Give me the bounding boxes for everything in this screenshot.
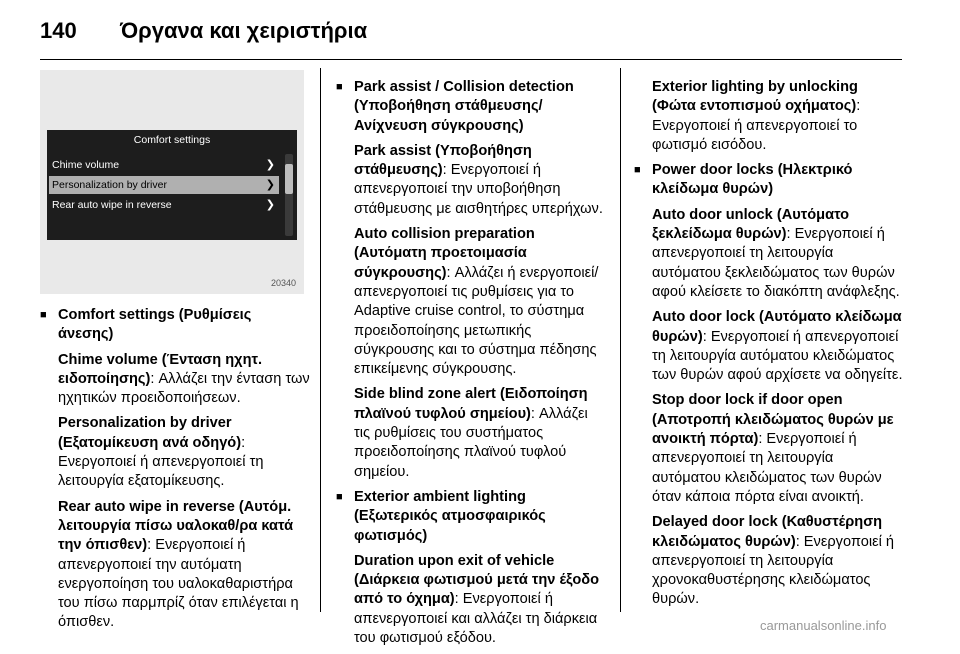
entry-auto-collision: Auto collision preparation (Αυτόματη προετοιμασία σύγκρουσης): Αλλάζει ή ενεργοποιεί/απενεργοποιεί τις ρυθμίσεις για το Adaptive cruise control, το σύστημα προειδοποίησης μετωπικής σύγκρουσης και το σύστημα πέδησης επικείμενης σύγκρουσης. [354, 226, 599, 378]
chevron-right-icon: ❯ [265, 179, 275, 191]
column-3 [634, 78, 904, 616]
entry-personalization: Personalization by driver (Εξατομίκευση ανά οδηγό): Ενεργοποιεί ή απενεργοποιεί τη λειτουργία εξατομίκευσης. [58, 415, 264, 490]
page-number: 140 [40, 18, 77, 43]
section-comfort-settings: ■ Comfort settings (Ρυθμίσεις άνεσης) [40, 306, 310, 345]
page-header [40, 18, 367, 48]
display-title: Comfort settings [133, 134, 211, 146]
column-1 [40, 306, 310, 639]
entry-side-blind-zone: Side blind zone alert (Ειδοποίηση πλαϊνού τυφλού σημείου): Αλλάζει τις ρυθμίσεις του συστήματος προειδοποίησης πλαϊνού τυφλού σημείου. [354, 386, 588, 480]
display-row-personalization: Personalization by driver ❯ [49, 176, 279, 194]
entry-stop-door-lock: Stop door lock if door open (Αποτροπή κλειδώματος θυρών με ανοικτή πόρτα): Ενεργοποιεί ή απενεργοποιεί τη λειτουργία αυτόματου κλειδώματος των θυρών όταν κάποια πόρτα είναι ανοικτή. [652, 392, 894, 505]
column-2 [336, 78, 606, 654]
chevron-right-icon: ❯ [265, 199, 275, 211]
page-title: Όργανα και χειριστήρια [120, 18, 368, 43]
chevron-right-icon: ❯ [265, 159, 275, 171]
figure-id: 20340 [270, 278, 296, 288]
screen-figure [40, 70, 304, 294]
column-divider [620, 68, 621, 612]
section-power-door-locks: ■ Power door locks (Ηλεκτρικό κλείδωμα θυρών) [634, 161, 904, 200]
footer-watermark: carmanualsonline.info [760, 618, 887, 633]
entry-rear-auto-wipe: Rear auto wipe in reverse (Αυτόμ. λειτουργία πίσω υαλοκαθ/ρα κατά την όπισθεν): Ενεργοποιεί ή απενεργοποιεί την αυτόματη ενεργοποίηση του υαλοκαθαριστήρα του πίσω παρμπρίζ όταν επιλέγεται η όπισθεν. [58, 498, 299, 631]
entry-chime-volume: Chime volume (Ένταση ηχητ. ειδοποίησης): Αλλάζει την ένταση των ηχητικών προειδοποιήσεων. [58, 351, 310, 407]
entry-auto-door-unlock: Auto door unlock (Αυτόματο ξεκλείδωμα θυρών): Ενεργοποιεί ή απενεργοποιεί τη λειτουργία αυτόματου ξεκλειδώματος των θυρών αφού κλείσετε το διακόπτη ανάφλεξης. [652, 206, 900, 300]
section-park-assist: ■ Park assist / Collision detection (Υποβοήθηση στάθμευσης/ Ανίχνευση σύγκρουσης) [336, 78, 606, 136]
column-divider [320, 68, 321, 612]
display-row-chime-volume: Chime volume ❯ [49, 156, 279, 174]
section-exterior-lighting: ■ Exterior ambient lighting (Εξωτερικός ατμοσφαιρικός φωτισμός) [336, 488, 606, 546]
display-scroll-thumb [285, 164, 293, 194]
entry-delayed-door-lock: Delayed door lock (Καθυστέρηση κλειδώματος θυρών): Ενεργοποιεί ή απενεργοποιεί τη λειτουργία χρονοκαθυστέρησης κλειδώματος θυρών. [652, 514, 894, 608]
entry-exterior-unlock-lighting: Exterior lighting by unlocking (Φώτα εντοπισμού οχήματος): Ενεργοποιεί ή απενεργοποιεί το φωτισμό εισόδου. [652, 79, 861, 153]
header-rule [40, 59, 902, 60]
entry-auto-door-lock: Auto door lock (Αυτόματο κλείδωμα θυρών): Ενεργοποιεί ή απενεργοποιεί τη λειτουργία αυτόματου κλειδώματος των θυρών αφού αρχίσετε να οδηγείτε. [652, 309, 903, 384]
display-row-rear-wipe: Rear auto wipe in reverse ❯ [49, 196, 279, 214]
entry-park-assist: Park assist (Υποβοήθηση στάθμευσης): Ενεργοποιεί ή απενεργοποιεί την υποβοήθηση στάθμευσης με αισθητήρες υπερήχων. [354, 142, 603, 217]
entry-duration-exit: Duration upon exit of vehicle (Διάρκεια φωτισμού μετά την έξοδο από το όχημα): Ενεργοποιεί ή απενεργοποιεί και αλλάζει τη διάρκεια του φωτισμού εξόδου. [354, 552, 600, 647]
info-display [47, 130, 297, 240]
